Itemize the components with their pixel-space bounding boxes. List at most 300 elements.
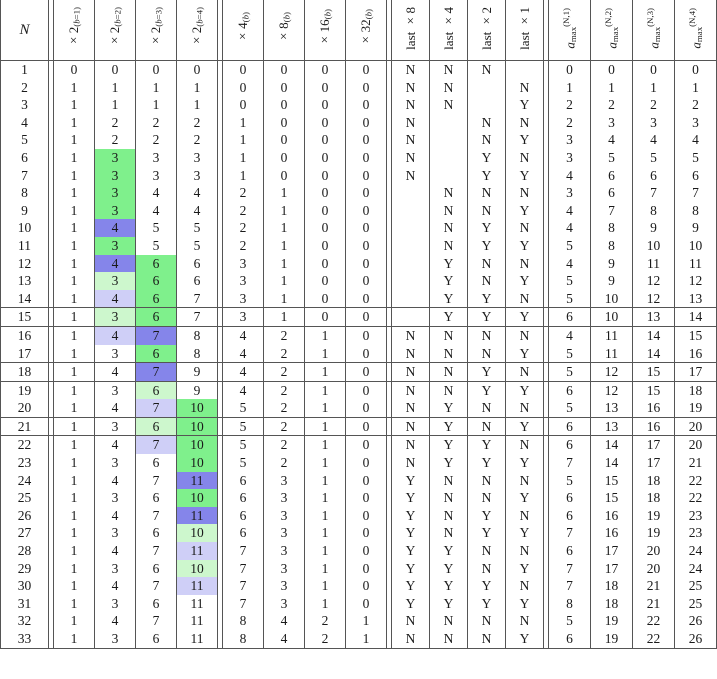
cell-x16: 1 <box>305 595 346 613</box>
cell-x2b2: 4 <box>95 612 136 630</box>
cell-x32: 0 <box>346 363 387 382</box>
cell-amax2: 12 <box>591 381 633 399</box>
cell-last2: N <box>468 472 506 490</box>
header-last-x2: last ×2 <box>468 0 506 61</box>
cell-last2: N <box>468 326 506 344</box>
cell-last2: N <box>468 131 506 149</box>
cell-amax2: 10 <box>591 290 633 308</box>
cell-last4: N <box>430 507 468 525</box>
cell-x2b3: 1 <box>136 96 177 114</box>
cell-x8: 0 <box>264 61 305 79</box>
cell-amax2: 16 <box>591 524 633 542</box>
cell-amax3: 21 <box>633 577 675 595</box>
cell-x2b3: 7 <box>136 399 177 417</box>
cell-amax3: 3 <box>633 114 675 132</box>
cell-x16: 1 <box>305 577 346 595</box>
cell-last2: Y <box>468 363 506 382</box>
cell-amax1: 6 <box>566 382 573 398</box>
cell-last8: Y <box>405 507 416 523</box>
cell-x32: 0 <box>346 454 387 472</box>
cell-x4: 8 <box>223 630 264 648</box>
cell-last4: N <box>430 489 468 507</box>
cell-amax3: 19 <box>633 524 675 542</box>
header-N <box>1 0 49 61</box>
cell-amax4: 7 <box>675 184 717 202</box>
cell-x4: 5 <box>239 455 247 471</box>
cell-x4: 0 <box>239 97 247 113</box>
table-row <box>1 417 717 436</box>
cell-amax4: 16 <box>675 345 717 363</box>
cell-x16: 0 <box>305 131 346 149</box>
cell-x2b2: 4 <box>95 507 136 525</box>
cell-x8: 4 <box>264 612 305 630</box>
cell-last1: Y <box>506 131 544 149</box>
cell-x2b4: 1 <box>177 96 218 114</box>
cell-amax1: 5 <box>566 472 573 488</box>
cell-x2b2: 3 <box>95 149 136 167</box>
cell-last1: Y <box>506 524 544 542</box>
cell-x2b2: 4 <box>95 363 136 382</box>
cell-amax3: 20 <box>633 560 675 578</box>
cell-x32: 0 <box>346 272 387 290</box>
cell-amax4: 26 <box>675 612 717 630</box>
cell-last1: N <box>506 79 544 97</box>
cell-x2b3: 6 <box>136 290 177 308</box>
cell-x2b2: 3 <box>95 489 136 507</box>
cell-last2: N <box>468 630 506 648</box>
table-row <box>1 345 717 363</box>
cell-amax2: 17 <box>591 560 633 578</box>
row-index-cell: 12 <box>1 255 49 273</box>
cell-x2b1: 1 <box>70 327 78 343</box>
cell-x2b4: 2 <box>177 114 218 132</box>
cell-x2b1: 1 <box>70 613 78 629</box>
table-row <box>1 524 717 542</box>
header-row <box>1 0 717 61</box>
cell-x2b1: 1 <box>70 437 78 453</box>
cell-amax3: 2 <box>633 96 675 114</box>
cell-amax2: 8 <box>591 219 633 237</box>
row-index-cell: 6 <box>1 149 49 167</box>
cell-last1: Y <box>506 560 544 578</box>
table-row <box>1 131 717 149</box>
cell-x4: 4 <box>223 345 264 363</box>
cell-x2b4: 11 <box>177 612 218 630</box>
cell-last8: N <box>405 97 416 113</box>
cell-x2b4: 11 <box>177 507 218 525</box>
cell-amax1: 5 <box>566 273 573 289</box>
cell-x32: 0 <box>346 472 387 490</box>
cell-x32: 0 <box>346 237 387 255</box>
cell-last1: Y <box>506 272 544 290</box>
cell-amax2: 4 <box>591 131 633 149</box>
cell-x2b4: 10 <box>177 454 218 472</box>
cell-amax3: 12 <box>633 290 675 308</box>
cell-last4: N <box>430 345 468 363</box>
cell-x2b1: 1 <box>70 273 78 289</box>
cell-amax1: 4 <box>566 202 573 218</box>
header-x2-b3: $\times 2_{(b=3)}$ <box>136 0 177 61</box>
cell-x2b1: 1 <box>54 630 95 648</box>
cell-x32: 0 <box>346 524 387 542</box>
row-index-cell: 2 <box>1 79 49 97</box>
cell-last1: Y <box>506 308 544 327</box>
cell-x2b3: 3 <box>136 167 177 185</box>
table-row <box>1 184 717 202</box>
cell-amax4: 4 <box>675 131 717 149</box>
cell-last1: N <box>506 472 544 490</box>
cell-last2: Y <box>468 595 506 613</box>
cell-x2b4: 3 <box>177 149 218 167</box>
cell-amax2: 5 <box>591 149 633 167</box>
table-row <box>1 61 717 79</box>
cell-x32: 0 <box>346 131 387 149</box>
cell-amax1: 6 <box>566 507 573 523</box>
cell-x8: 0 <box>264 114 305 132</box>
cell-amax2: 14 <box>591 436 633 454</box>
cell-last4: Y <box>430 595 468 613</box>
cell-x16: 1 <box>305 345 346 363</box>
cell-x2b1: 1 <box>70 472 78 488</box>
cell-x8: 2 <box>264 326 305 344</box>
cell-x2b2: 0 <box>95 61 136 79</box>
cell-x32: 0 <box>346 290 387 308</box>
cell-x2b2: 4 <box>95 577 136 595</box>
cell-amax2: 18 <box>591 577 633 595</box>
cell-x8: 3 <box>264 542 305 560</box>
cell-last4: N <box>430 96 468 114</box>
cell-x4: 4 <box>239 382 247 398</box>
cell-x16: 0 <box>305 61 346 79</box>
cell-amax2: 18 <box>591 595 633 613</box>
cell-x16: 2 <box>305 630 346 648</box>
header-x2-b4: $\times 2_{(b=4)}$ <box>177 0 218 61</box>
header-last-x4: last ×4 <box>430 0 468 61</box>
cell-last8 <box>392 184 430 202</box>
cell-x2b1: 1 <box>70 97 78 113</box>
cell-amax2: 19 <box>591 612 633 630</box>
cell-last1: N <box>506 436 544 454</box>
cell-x4: 0 <box>239 62 247 77</box>
cell-amax3: 18 <box>633 472 675 490</box>
row-index-cell: 7 <box>1 167 49 185</box>
cell-amax1: 5 <box>549 345 591 363</box>
cell-x4: 7 <box>239 543 247 559</box>
cell-last2: N <box>468 255 506 273</box>
cell-last8: N <box>405 382 416 398</box>
cell-x4: 6 <box>239 525 247 541</box>
cell-amax4: 5 <box>675 149 717 167</box>
cell-last1: N <box>506 507 544 525</box>
cell-x8: 0 <box>264 96 305 114</box>
row-index-cell: 29 <box>1 560 49 578</box>
cell-x2b4: 8 <box>177 345 218 363</box>
cell-last1: N <box>506 363 544 382</box>
cell-x2b2: 3 <box>95 202 136 220</box>
cell-last8 <box>392 290 430 308</box>
cell-x8: 1 <box>264 219 305 237</box>
cell-last4: Y <box>430 399 468 417</box>
cell-last2 <box>468 96 506 114</box>
header-x16: $\times 16_{(b)}$ <box>305 0 346 61</box>
cell-amax3: 16 <box>633 417 675 436</box>
cell-x2b1: 1 <box>70 202 78 218</box>
table-row <box>1 255 717 273</box>
cell-last4 <box>430 167 468 185</box>
cell-x2b3: 5 <box>136 219 177 237</box>
table-row <box>1 326 717 344</box>
cell-x16: 1 <box>305 381 346 399</box>
cell-x16: 0 <box>305 219 346 237</box>
cell-x4: 8 <box>239 613 247 629</box>
cell-amax4: 20 <box>675 417 717 436</box>
cell-last8: Y <box>405 490 416 506</box>
row-index-cell: 22 <box>1 436 49 454</box>
cell-x32: 0 <box>346 114 387 132</box>
cell-amax2: 6 <box>591 167 633 185</box>
cell-amax4: 2 <box>675 96 717 114</box>
cell-x2b4: 5 <box>177 219 218 237</box>
cell-amax2: 14 <box>591 454 633 472</box>
cell-x2b1: 1 <box>70 132 78 148</box>
cell-last8 <box>392 237 430 255</box>
cell-x32: 0 <box>346 507 387 525</box>
cell-amax4: 20 <box>675 436 717 454</box>
cell-amax3: 22 <box>633 630 675 648</box>
row-index-cell: 18 <box>1 363 49 382</box>
cell-last8 <box>392 219 430 237</box>
cell-x4: 5 <box>239 437 247 453</box>
cell-x2b3: 6 <box>136 489 177 507</box>
cell-x2b3: 6 <box>136 345 177 363</box>
cell-last8: Y <box>405 543 416 559</box>
cell-x2b4: 10 <box>177 417 218 436</box>
cell-x2b1: 1 <box>70 525 78 541</box>
cell-last1: Y <box>506 454 544 472</box>
cell-x2b1: 1 <box>70 114 78 130</box>
table-row <box>1 114 717 132</box>
cell-x2b2: 3 <box>95 595 136 613</box>
cell-x2b4: 2 <box>177 131 218 149</box>
cell-x2b1: 1 <box>54 345 95 363</box>
row-index-cell: 26 <box>1 507 49 525</box>
cell-last2: N <box>468 61 506 79</box>
cell-x2b3: 2 <box>136 131 177 149</box>
cell-x2b2: 3 <box>95 630 136 648</box>
cell-last1 <box>506 61 544 79</box>
cell-x2b4: 9 <box>177 363 218 382</box>
cell-x4: 3 <box>239 255 247 271</box>
cell-last4: Y <box>430 290 468 308</box>
cell-amax1: 4 <box>566 327 573 343</box>
cell-x16: 1 <box>305 507 346 525</box>
cell-amax4: 0 <box>675 61 717 79</box>
cell-last8: N <box>392 630 430 648</box>
cell-x16: 0 <box>305 149 346 167</box>
cell-last4: N <box>430 472 468 490</box>
cell-last2: N <box>468 612 506 630</box>
cell-last4: Y <box>430 255 468 273</box>
cell-x2b1: 1 <box>70 490 78 506</box>
cell-last1: Y <box>506 595 544 613</box>
cell-x16: 0 <box>305 114 346 132</box>
row-index-cell: 3 <box>1 96 49 114</box>
cell-x2b1: 1 <box>70 79 78 95</box>
cell-last1: N <box>506 290 544 308</box>
cell-x32: 0 <box>346 381 387 399</box>
cell-x2b3: 7 <box>136 507 177 525</box>
cell-amax3: 6 <box>633 167 675 185</box>
header-x4: $\times 4_{(b)}$ <box>223 0 264 61</box>
cell-x2b4: 6 <box>177 272 218 290</box>
cell-x8: 2 <box>264 417 305 436</box>
cell-amax4: 22 <box>675 489 717 507</box>
cell-x2b1: 1 <box>54 417 95 436</box>
cell-last4: N <box>430 184 468 202</box>
row-index-cell: 8 <box>1 184 49 202</box>
cell-amax3: 1 <box>633 79 675 97</box>
cell-amax2: 6 <box>591 184 633 202</box>
cell-x2b4: 10 <box>177 399 218 417</box>
cell-last8: N <box>405 167 416 183</box>
cell-x2b1: 1 <box>70 578 78 594</box>
cell-amax3: 8 <box>633 202 675 220</box>
header-x2-b2: $\times 2_{(b=2)}$ <box>95 0 136 61</box>
cell-x2b4: 10 <box>177 560 218 578</box>
table-row <box>1 272 717 290</box>
cell-x8: 3 <box>264 560 305 578</box>
cell-x2b4: 4 <box>177 202 218 220</box>
cell-x32: 0 <box>346 96 387 114</box>
header-N-label: N <box>19 21 30 38</box>
cell-x8: 3 <box>264 577 305 595</box>
cell-x2b3: 7 <box>136 542 177 560</box>
cell-x2b2: 4 <box>95 542 136 560</box>
cell-x2b2: 3 <box>95 381 136 399</box>
row-index-cell: 10 <box>1 219 49 237</box>
cell-last8: Y <box>405 578 416 594</box>
cell-x4: 3 <box>223 290 264 308</box>
cell-x2b3: 6 <box>136 595 177 613</box>
cell-last8: N <box>405 114 416 130</box>
cell-x16: 1 <box>305 489 346 507</box>
cell-last8: Y <box>405 472 416 488</box>
cell-last8: N <box>405 455 416 471</box>
cell-x2b3: 6 <box>136 417 177 436</box>
header-last-x8: last ×8 <box>392 0 430 61</box>
cell-amax3: 15 <box>633 363 675 382</box>
cell-last2 <box>468 79 506 97</box>
cell-x2b2: 3 <box>95 272 136 290</box>
cell-amax4: 1 <box>675 79 717 97</box>
cell-x32: 0 <box>346 489 387 507</box>
cell-x2b3: 7 <box>136 436 177 454</box>
cell-amax4: 10 <box>675 237 717 255</box>
cell-x16: 1 <box>305 542 346 560</box>
cell-x8: 0 <box>264 167 305 185</box>
cell-x4: 5 <box>223 417 264 436</box>
header-amax-4: $a_{max}^{(N,4)}$ <box>675 0 717 61</box>
cell-x32: 0 <box>346 595 387 613</box>
cell-amax3: 21 <box>633 595 675 613</box>
cell-x16: 0 <box>305 167 346 185</box>
cell-x4: 1 <box>239 149 247 165</box>
cell-amax2: 8 <box>591 237 633 255</box>
cell-last8: Y <box>405 560 416 576</box>
table-row <box>1 630 717 648</box>
cell-last2: N <box>468 560 506 578</box>
cell-last4: Y <box>430 308 468 327</box>
cell-amax4: 15 <box>675 326 717 344</box>
table-row <box>1 219 717 237</box>
cell-last4: Y <box>430 417 468 436</box>
cell-x4: 2 <box>239 220 247 236</box>
cell-last4 <box>430 149 468 167</box>
row-index-cell: 25 <box>1 489 49 507</box>
cell-amax1: 7 <box>566 525 573 541</box>
cell-last4: Y <box>430 577 468 595</box>
cell-last8: N <box>405 327 416 343</box>
cell-amax1: 0 <box>566 62 573 77</box>
cell-x32: 0 <box>346 202 387 220</box>
cell-last2: N <box>468 399 506 417</box>
cell-x8: 3 <box>264 595 305 613</box>
cell-amax1: 3 <box>566 132 573 148</box>
table-body <box>1 61 717 649</box>
cell-amax4: 12 <box>675 272 717 290</box>
cell-last1: N <box>506 542 544 560</box>
cell-x32: 0 <box>346 255 387 273</box>
cell-x8: 0 <box>264 79 305 97</box>
cell-last1: Y <box>506 345 544 363</box>
cell-last2: N <box>468 489 506 507</box>
cell-amax3: 12 <box>633 272 675 290</box>
cell-amax3: 17 <box>633 454 675 472</box>
cell-amax1: 5 <box>549 399 591 417</box>
cell-x8: 4 <box>264 630 305 648</box>
cell-last8: Y <box>405 525 416 541</box>
cell-x2b4: 10 <box>177 436 218 454</box>
cell-x4: 1 <box>239 114 247 130</box>
cell-x32: 1 <box>346 630 387 648</box>
cell-amax4: 25 <box>675 577 717 595</box>
cell-x8: 1 <box>264 202 305 220</box>
cell-amax4: 13 <box>675 290 717 308</box>
cell-amax3: 19 <box>633 507 675 525</box>
cell-x8: 3 <box>264 489 305 507</box>
cell-last4: Y <box>430 454 468 472</box>
cell-x2b3: 7 <box>136 612 177 630</box>
cell-x8: 2 <box>264 363 305 382</box>
cell-x2b2: 4 <box>95 255 136 273</box>
cell-x4: 6 <box>239 507 247 523</box>
cell-last8: N <box>392 345 430 363</box>
cell-amax4: 9 <box>675 219 717 237</box>
cell-x8: 1 <box>264 184 305 202</box>
cell-x16: 1 <box>305 436 346 454</box>
cell-last2: Y <box>468 308 506 327</box>
cell-x2b2: 3 <box>95 454 136 472</box>
table-row <box>1 202 717 220</box>
header-x8: $\times 8_{(b)}$ <box>264 0 305 61</box>
cell-last8: N <box>405 79 416 95</box>
cell-last1: Y <box>506 202 544 220</box>
cell-x2b4: 11 <box>177 472 218 490</box>
cell-amax3: 15 <box>633 381 675 399</box>
cell-x2b1: 1 <box>70 255 78 271</box>
cell-amax3: 11 <box>633 255 675 273</box>
header-last-x1: last ×1 <box>506 0 544 61</box>
